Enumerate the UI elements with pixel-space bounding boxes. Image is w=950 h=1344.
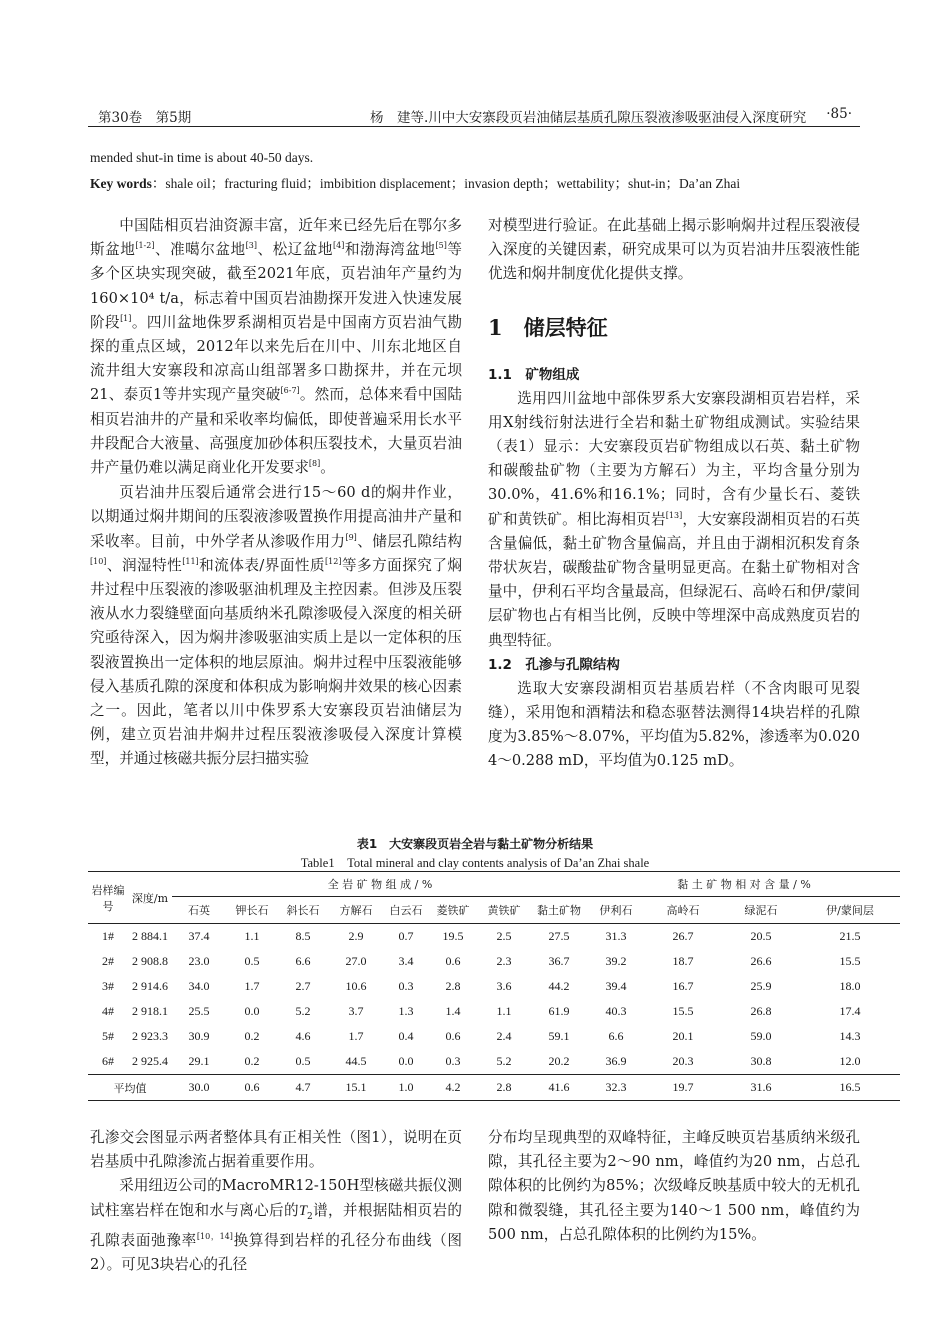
- left-column: [90, 214, 462, 772]
- col-header: 黏土矿物: [530, 897, 588, 924]
- running-header: [88, 104, 860, 126]
- cell-sample: 4#: [102, 1004, 114, 1018]
- cell-value: 26.7: [672, 929, 694, 943]
- cell-value: 0.3: [445, 1054, 461, 1068]
- cell-depth: 2 925.4: [132, 1054, 168, 1068]
- cell-value: 20.5: [750, 929, 772, 943]
- keywords: [90, 172, 740, 192]
- cell-value: 0.5: [244, 954, 260, 968]
- intro-paragraph-1: 中国陆相页岩油资源丰富，近年来已经先后在鄂尔多斯盆地[1-2]、准噶尔盆地[3]、松辽盆地[4]和渤海湾盆地[5]等多个区块实现突破，截至2021年底，页岩油年产量约为160×10⁴ t/a，标志着中国页岩油勘探开发进入快速发展阶段[1]。四川盆地侏罗系湖相页岩是中国南方页岩油气勘探的重点区域，2012年以来先后在川中、川东北地区自流井组大安寨段和凉高山组部署多口勘探井，并在元坝21、泰页1等井实现产量突破[6-7]。然而，总体来看中国陆相页岩油井的产量和采收率均偏低，即使普遍采用长水平井段配合大液量、高强度加砂体积压裂技术，大量页岩油井产量仍难以满足商业化开发要求[8]。: [90, 217, 462, 477]
- col-header: 伊/蒙间层: [800, 897, 900, 924]
- cell-value: 0.4: [398, 1029, 414, 1043]
- porosity-permeability-paragraph: 孔渗交会图显示两者整体具有正相关性（图1），说明在页岩基质中孔隙渗流占据着重要作用。: [90, 1129, 462, 1171]
- cell-value: 12.0: [839, 1054, 861, 1068]
- cell-value: 0.7: [398, 929, 414, 943]
- cell-value: 1.1: [496, 1004, 512, 1018]
- table-1-title-en: Table1 Total mineral and clay contents analysis of Da’an Zhai shale: [300, 856, 650, 870]
- table-row-average: [88, 1075, 900, 1101]
- right-column: [488, 214, 860, 774]
- table-row: [88, 949, 900, 974]
- keywords-text: ：shale oil；fracturing fluid；imbibition displacement；invasion depth；wettability；shut-in；Da’an Zhai: [151, 176, 741, 191]
- cell-value: 39.2: [605, 954, 627, 968]
- section-1-1-text: 选用四川盆地中部侏罗系大安寨段湖相页岩岩样，采用X射线衍射法进行全岩和黏土矿物组成测试。实验结果（表1）显示：大安寨段页岩矿物组成以石英、黏土矿物和碳酸盐矿物（主要为方解石）为主，平均含量分别为30.0%，41.6%和16.1%；同时，含有少量长石、菱铁矿和黄铁矿。相比海相页岩[13]，大安寨段湖相页岩的石英含量偏低，黏土矿物含量偏高，并且由于湖相沉积发育条带状灰岩，碳酸盐矿物含量明显更高。在黏土矿物相对含量中，伊利石平均含量最高，但绿泥石、高岭石和伊/蒙间层矿物也占有相当比例，反映中等埋深中高成熟度页岩的典型特征。: [488, 389, 860, 649]
- cell-value: 5.2: [496, 1054, 512, 1068]
- cell-average-label: 平均值: [88, 1075, 172, 1101]
- cell-value: 16.7: [672, 979, 694, 993]
- col-sample: 岩样编号: [88, 872, 128, 924]
- cell-average: 4.7: [278, 1075, 328, 1101]
- cell-value: 44.2: [548, 979, 570, 993]
- cell-value: 37.4: [188, 929, 210, 943]
- col-header: 绿泥石: [722, 897, 800, 924]
- cell-value: 59.1: [548, 1029, 570, 1043]
- cell-value: 10.6: [345, 979, 367, 993]
- nmr-paragraph: 采用纽迈公司的MacroMR12-150H型核磁共振仪测试柱塞岩样在饱和水与离心后的$T_2$谱，并根据陆相页岩的孔隙表面弛豫率[10，14]换算得到岩样的孔径分布曲线（图2）。可见3块岩心的孔径: [90, 1177, 462, 1273]
- cell-value: 17.4: [839, 1004, 861, 1018]
- table-1-title-cn: 表1 大安寨段页岩全岩与黏土矿物分析结果: [356, 837, 594, 851]
- col-header: 黄铁矿: [478, 897, 530, 924]
- cell-value: 1.1: [244, 929, 260, 943]
- cell-average: 41.6: [530, 1075, 588, 1101]
- cell-value: 20.1: [672, 1029, 694, 1043]
- cell-value: 3.6: [496, 979, 512, 993]
- cell-value: 27.0: [345, 954, 367, 968]
- cell-value: 1.4: [445, 1004, 461, 1018]
- cell-value: 25.9: [750, 979, 772, 993]
- cell-value: 2.4: [496, 1029, 512, 1043]
- section-1-1-heading: 1.1 矿物组成: [488, 366, 580, 383]
- cell-average: 0.6: [226, 1075, 278, 1101]
- cell-value: 2.3: [496, 954, 512, 968]
- cell-value: 1.3: [398, 1004, 414, 1018]
- cell-value: 40.3: [605, 1004, 627, 1018]
- col-header: 高岭石: [644, 897, 722, 924]
- cell-value: 18.0: [839, 979, 861, 993]
- intro-paragraph-2: 页岩油井压裂后通常会进行15～60 d的焖井作业，以期通过焖井期间的压裂液渗吸置换作用提高油井产量和采收率。目前，中外学者从渗吸作用力[9]、储层孔隙结构[10]、润湿特性[11]和流体表/界面性质[12]等多方面探究了焖井过程中压裂液的渗吸驱油机理及主控因素。但涉及压裂液从水力裂缝壁面向基质纳米孔隙渗吸侵入深度的相关研究亟待深入，因为焖井渗吸驱油实质上是以一定体积的压裂液置换出一定体积的地层原油。焖井过程中压裂液能够侵入基质孔隙的深度和体积成为影响焖井效果的核心因素之一。因此，笔者以川中侏罗系大安寨段页岩油储层为例，建立页岩油井焖井过程压裂液渗吸侵入深度计算模型，并通过核磁共振分层扫描实验: [90, 484, 462, 768]
- table-row: [88, 974, 900, 999]
- bottom-left-column: [90, 1126, 462, 1277]
- group-total-mineral: 全 岩 矿 物 组 成 / %: [172, 872, 588, 897]
- cell-value: 19.5: [442, 929, 464, 943]
- group-clay-mineral: 黏 土 矿 物 相 对 含 量 / %: [588, 872, 900, 897]
- cell-value: 61.9: [548, 1004, 570, 1018]
- cell-sample: 6#: [102, 1054, 114, 1068]
- cell-average: 15.1: [328, 1075, 384, 1101]
- table-body: [88, 924, 900, 1101]
- cell-value: 1.7: [244, 979, 260, 993]
- cell-value: 26.8: [750, 1004, 772, 1018]
- cell-value: 2.8: [445, 979, 461, 993]
- cell-value: 2.5: [496, 929, 512, 943]
- table-row: [88, 1024, 900, 1049]
- cell-value: 0.0: [398, 1054, 414, 1068]
- col-header: 菱铁矿: [428, 897, 478, 924]
- cell-value: 3.4: [398, 954, 414, 968]
- cell-value: 15.5: [672, 1004, 694, 1018]
- cell-sample: 2#: [102, 954, 114, 968]
- cell-value: 21.5: [839, 929, 861, 943]
- cell-value: 4.6: [295, 1029, 311, 1043]
- cell-value: 27.5: [548, 929, 570, 943]
- cell-value: 0.5: [295, 1054, 311, 1068]
- col-header: 石英: [172, 897, 226, 924]
- cell-value: 30.8: [750, 1054, 772, 1068]
- cell-sample: 5#: [102, 1029, 114, 1043]
- col-header: 伊利石: [588, 897, 644, 924]
- abstract-tail: mended shut-in time is about 40-50 days.: [90, 150, 314, 165]
- mineral-table: [88, 871, 900, 1101]
- table-row: [88, 999, 900, 1024]
- cell-value: 2.9: [348, 929, 364, 943]
- cell-value: 34.0: [188, 979, 210, 993]
- col-header: 白云石: [384, 897, 428, 924]
- cell-depth: 2 914.6: [132, 979, 168, 993]
- cell-value: 0.6: [445, 954, 461, 968]
- section-1-2-text: 选取大安寨段湖相页岩基质岩样（不含肉眼可见裂缝），采用饱和酒精法和稳态驱替法测得14块岩样的孔隙度为3.85%～8.07%，平均值为5.82%，渗透率为0.020 4～0.288 mD，平均值为0.125 mD。: [488, 679, 860, 770]
- cell-value: 8.5: [295, 929, 311, 943]
- cell-value: 36.7: [548, 954, 570, 968]
- cell-value: 36.9: [605, 1054, 627, 1068]
- cell-value: 44.5: [345, 1054, 367, 1068]
- cell-value: 30.9: [188, 1029, 210, 1043]
- cell-value: 0.3: [398, 979, 414, 993]
- cell-depth: 2 908.8: [132, 954, 168, 968]
- col-header: 钾长石: [226, 897, 278, 924]
- cell-value: 20.3: [672, 1054, 694, 1068]
- cell-value: 25.5: [188, 1004, 210, 1018]
- cell-value: 14.3: [839, 1029, 861, 1043]
- table-row: [88, 924, 900, 950]
- cell-average: 32.3: [588, 1075, 644, 1101]
- cell-value: 59.0: [750, 1029, 772, 1043]
- cell-average: 1.0: [384, 1075, 428, 1101]
- cell-average: 16.5: [800, 1075, 900, 1101]
- cell-value: 26.6: [750, 954, 772, 968]
- header-rule: [88, 126, 860, 127]
- section-1-heading: 1 储层特征: [488, 314, 608, 340]
- running-title: 杨 建等.川中大安寨段页岩油储层基质孔隙压裂液渗吸驱油侵入深度研究: [370, 110, 807, 126]
- bottom-right-column: [488, 1126, 860, 1247]
- cell-value: 0.2: [244, 1029, 260, 1043]
- cell-value: 29.1: [188, 1054, 210, 1068]
- section-1-2-heading: 1.2 孔渗与孔隙结构: [488, 656, 620, 673]
- cell-value: 6.6: [295, 954, 311, 968]
- cell-value: 0.6: [445, 1029, 461, 1043]
- cell-average: 31.6: [722, 1075, 800, 1101]
- cell-value: 0.0: [244, 1004, 260, 1018]
- cell-average: 4.2: [428, 1075, 478, 1101]
- cell-value: 5.2: [295, 1004, 311, 1018]
- cell-value: 2.7: [295, 979, 311, 993]
- cell-sample: 3#: [102, 979, 114, 993]
- cell-value: 23.0: [188, 954, 210, 968]
- cell-value: 3.7: [348, 1004, 364, 1018]
- pore-size-paragraph: 分布均呈现典型的双峰特征，主峰反映页岩基质纳米级孔隙，其孔径主要为2～90 nm，峰值约为20 nm，占总孔隙体积的比例约为85%；次级峰反映基质中较大的无机孔隙和微裂缝，其孔径主要为140～1 500 nm，峰值约为500 nm，占总孔隙体积的比例约为15%。: [488, 1129, 860, 1243]
- intro-paragraph-2-continued: 对模型进行验证。在此基础上揭示影响焖井过程压裂液侵入深度的关键因素，研究成果可以为页岩油井压裂液性能优选和焖井制度优化提供支撑。: [488, 217, 860, 283]
- cell-value: 20.2: [548, 1054, 570, 1068]
- cell-depth: 2 884.1: [132, 929, 168, 943]
- table-row: [88, 1049, 900, 1075]
- cell-value: 0.2: [244, 1054, 260, 1068]
- cell-value: 6.6: [608, 1029, 624, 1043]
- cell-value: 1.7: [348, 1029, 364, 1043]
- col-depth: 深度/m: [128, 872, 172, 924]
- cell-value: 18.7: [672, 954, 694, 968]
- cell-average: 19.7: [644, 1075, 722, 1101]
- cell-depth: 2 923.3: [132, 1029, 168, 1043]
- cell-average: 30.0: [172, 1075, 226, 1101]
- keywords-label: Key words: [90, 176, 152, 191]
- cell-value: 31.3: [605, 929, 627, 943]
- cell-value: 15.5: [839, 954, 861, 968]
- cell-sample: 1#: [102, 929, 114, 943]
- col-header: 斜长石: [278, 897, 328, 924]
- cell-value: 39.4: [605, 979, 627, 993]
- col-header: 方解石: [328, 897, 384, 924]
- cell-average: 2.8: [478, 1075, 530, 1101]
- journal-volume-issue: 第30卷 第5期: [98, 110, 192, 126]
- page-number: ·85·: [826, 106, 852, 122]
- cell-depth: 2 918.1: [132, 1004, 168, 1018]
